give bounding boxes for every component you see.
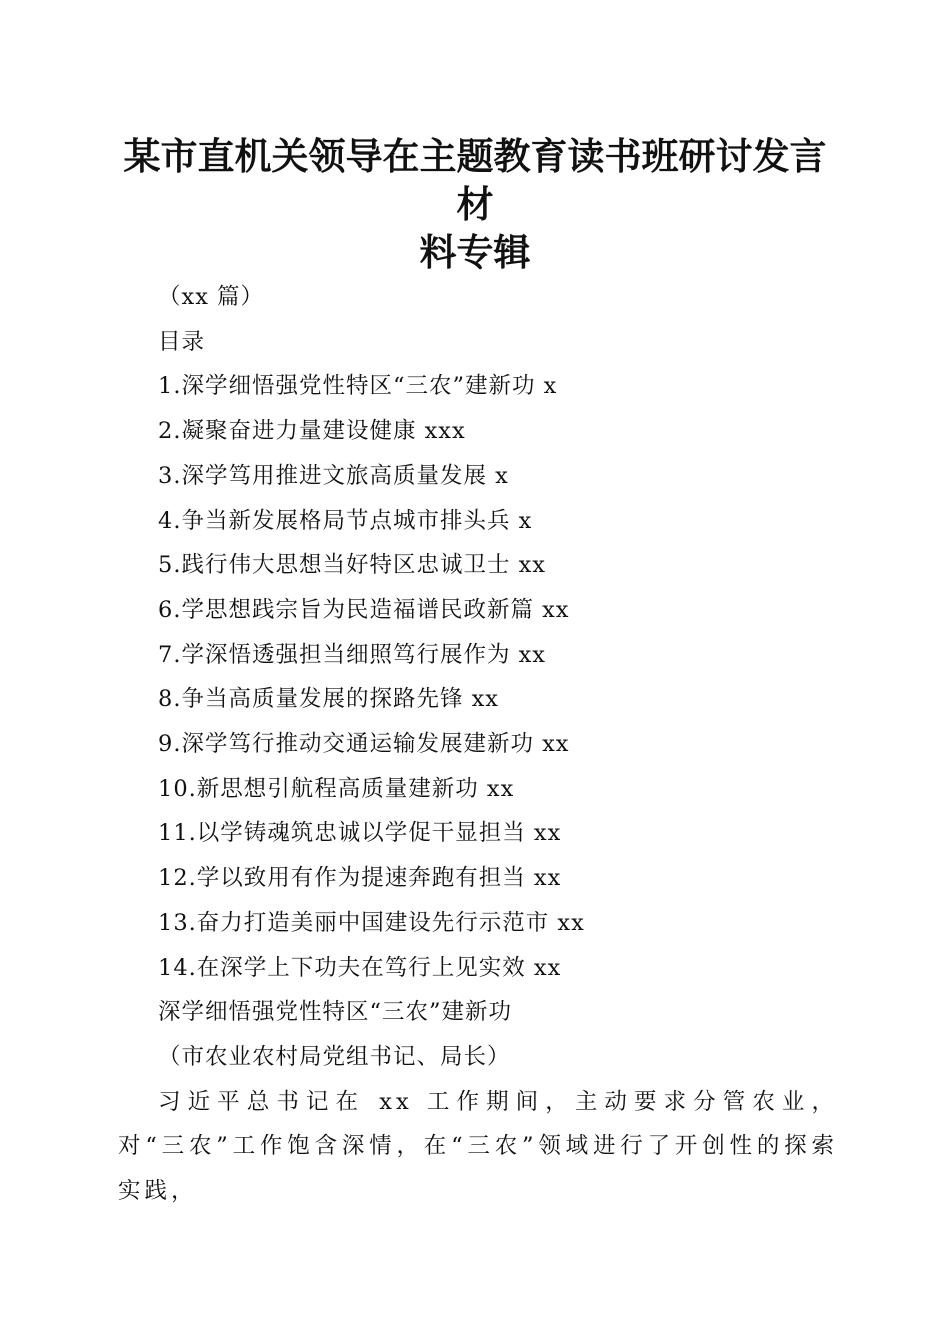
- toc-item: 2.凝聚奋进力量建设健康 xxx: [158, 418, 466, 445]
- section-author: （市农业农村局党组书记、局长）: [158, 1043, 511, 1070]
- table-of-contents: [118, 364, 838, 990]
- toc-item: 14.在深学上下功夫在笃行上见实效 xx: [158, 954, 562, 981]
- count-note: （xx 篇）: [158, 284, 265, 310]
- section-title: 深学细悟强党性特区“三农”建新功: [158, 999, 513, 1026]
- toc-item: 4.争当新发展格局节点城市排头兵 x: [158, 507, 533, 534]
- document-body: [118, 275, 838, 1214]
- toc-item: 5.践行伟大思想当好特区忠诚卫士 xx: [158, 552, 546, 579]
- toc-item: 9.深学笃行推动交通运输发展建新功 xx: [158, 731, 570, 758]
- toc-item: 12.学以致用有作为提速奔跑有担当 xx: [158, 865, 562, 892]
- toc-item: 7.学深悟透强担当细照笃行展作为 xx: [158, 641, 546, 668]
- body-paragraph: 习近平总书记在 xx 工作期间，主动要求分管农业，对“三农”工作饱含深情，在“三农”领域进行了开创性的探索实践，: [118, 1088, 838, 1205]
- toc-item: 3.深学笃用推进文旅高质量发展 x: [158, 462, 509, 489]
- title-line-2: 料专辑: [419, 230, 531, 274]
- toc-item: 8.争当高质量发展的探路先锋 xx: [158, 686, 499, 713]
- toc-heading: 目录: [158, 328, 206, 355]
- toc-item: 11.以学铸魂筑忠诚以学促干显担当 xx: [158, 820, 562, 847]
- toc-item: 10.新思想引航程高质量建新功 xx: [158, 775, 515, 802]
- toc-item: 1.深学细悟强党性特区“三农”建新功 x: [158, 373, 558, 400]
- title-line-1: 某市直机关领导在主题教育读书班研讨发言材: [123, 134, 827, 226]
- toc-item: 6.学思想践宗旨为民造福谱民政新篇 xx: [158, 596, 570, 623]
- document-title: [110, 132, 840, 276]
- toc-item: 13.奋力打造美丽中国建设先行示范市 xx: [158, 909, 585, 936]
